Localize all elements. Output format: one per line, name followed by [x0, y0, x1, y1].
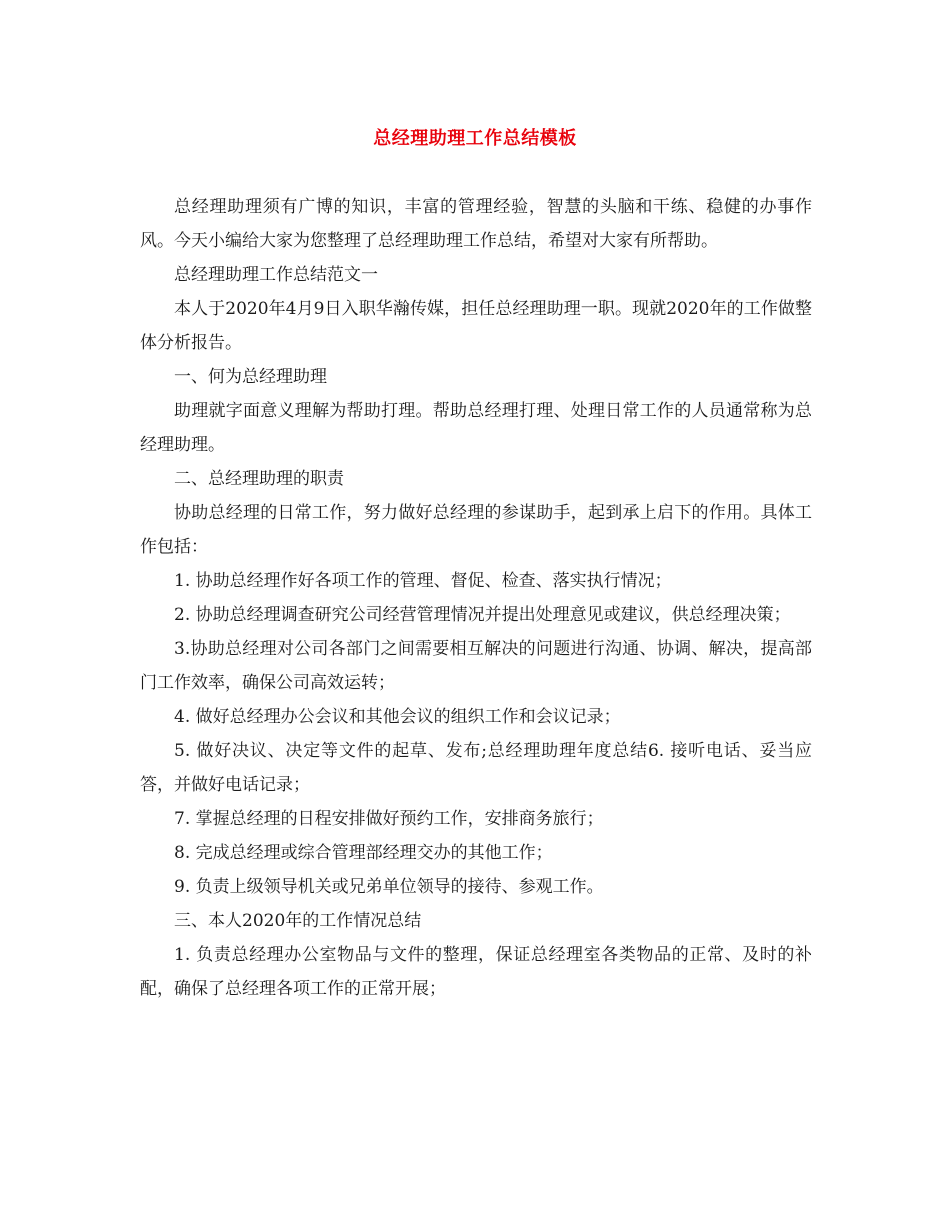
- document-body: [140, 190, 812, 1006]
- section-heading-1: 一、何为总经理助理: [174, 367, 327, 387]
- paragraph-definition: 助理就字面意义理解为帮助打理。帮助总经理打理、处理日常工作的人员通常称为总经理助理。: [140, 401, 812, 455]
- paragraph-overview: 本人于2020年4月9日入职华瀚传媒，担任总经理助理一职。现就2020年的工作做整体分析报告。: [140, 299, 812, 353]
- paragraph-intro: 总经理助理须有广博的知识，丰富的管理经验，智慧的头脑和干练、稳健的办事作风。今天小编给大家为您整理了总经理助理工作总结，希望对大家有所帮助。: [140, 197, 812, 251]
- list-item-work-1: 1. 负责总经理办公室物品与文件的整理，保证总经理室各类物品的正常、及时的补配，确保了总经理各项工作的正常开展；: [140, 945, 812, 999]
- section-heading-3: 三、本人2020年的工作情况总结: [174, 911, 422, 931]
- list-item-duty-3: 3.协助总经理对公司各部门之间需要相互解决的问题进行沟通、协调、解决，提高部门工作效率，确保公司高效运转；: [140, 639, 812, 693]
- paragraph-duties-intro: 协助总经理的日常工作，努力做好总经理的参谋助手，起到承上启下的作用。具体工作包括：: [140, 503, 812, 557]
- list-item-duty-8: 8. 完成总经理或综合管理部经理交办的其他工作；: [174, 843, 553, 863]
- list-item-duty-1: 1. 协助总经理作好各项工作的管理、督促、检查、落实执行情况；: [174, 571, 672, 591]
- document-title: 总经理助理工作总结模板: [373, 128, 577, 149]
- section-heading-2: 二、总经理助理的职责: [174, 469, 344, 489]
- list-item-duty-5: 5. 做好决议、决定等文件的起草、发布;总经理助理年度总结6. 接听电话、妥当应答，并做好电话记录；: [140, 741, 812, 795]
- paragraph-sample-heading: 总经理助理工作总结范文一: [174, 265, 378, 285]
- list-item-duty-7: 7. 掌握总经理的日程安排做好预约工作，安排商务旅行；: [174, 809, 604, 829]
- list-item-duty-9: 9. 负责上级领导机关或兄弟单位领导的接待、参观工作。: [174, 877, 604, 897]
- list-item-duty-2: 2. 协助总经理调查研究公司经营管理情况并提出处理意见或建议，供总经理决策；: [174, 605, 791, 625]
- list-item-duty-4: 4. 做好总经理办公会议和其他会议的组织工作和会议记录；: [174, 707, 621, 727]
